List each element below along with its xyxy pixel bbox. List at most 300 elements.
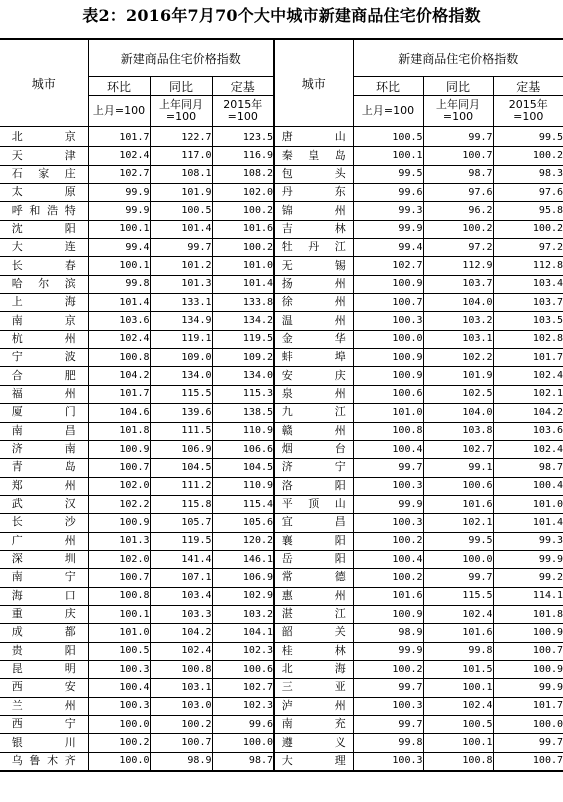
city-name: 武汉: [11, 497, 76, 511]
table-row: [0, 275, 563, 293]
yoy-header-left: 同比: [150, 77, 212, 96]
table-row: [0, 477, 563, 495]
mom-header-right: 环比: [353, 77, 423, 96]
city-name: 唐山: [281, 130, 346, 144]
mom-value-left: 99.8: [88, 275, 150, 293]
city-cell-right: [274, 330, 353, 348]
city-name: 宁波: [11, 350, 76, 364]
table-row: [0, 716, 563, 734]
mom-value-right: 99.7: [353, 679, 423, 697]
yoy-value-right: 101.5: [423, 660, 493, 678]
city-cell-right: [274, 184, 353, 202]
base-value-right: 99.3: [493, 532, 563, 550]
yoy-value-right: 100.1: [423, 679, 493, 697]
city-name: 上海: [11, 295, 76, 309]
mom-value-left: 100.4: [88, 679, 150, 697]
base-value-right: 100.0: [493, 716, 563, 734]
city-cell-left: [0, 734, 88, 752]
city-cell-right: [274, 550, 353, 568]
city-header-left: 城市: [0, 39, 88, 127]
mom-value-right: 100.3: [353, 514, 423, 532]
mom-value-left: 100.1: [88, 257, 150, 275]
mom-value-left: 100.8: [88, 587, 150, 605]
base-value-right: 99.9: [493, 679, 563, 697]
city-name: 安庆: [281, 368, 346, 382]
mom-value-right: 100.3: [353, 477, 423, 495]
yoy-value-left: 103.3: [150, 605, 212, 623]
yoy-value-right: 103.8: [423, 422, 493, 440]
table-body: [0, 127, 563, 772]
city-name: 西安: [11, 680, 76, 694]
table-row: [0, 624, 563, 642]
city-name: 兰州: [11, 698, 76, 712]
yoy-value-left: 119.5: [150, 532, 212, 550]
base-value-right: 99.9: [493, 550, 563, 568]
yoy-value-right: 103.2: [423, 312, 493, 330]
city-cell-right: [274, 587, 353, 605]
city-name: 平顶山: [281, 497, 346, 511]
yoy-value-right: 100.1: [423, 734, 493, 752]
city-name: 广州: [11, 533, 76, 547]
city-name: 贵阳: [11, 643, 76, 657]
mom-value-right: 99.9: [353, 495, 423, 513]
table-row: [0, 404, 563, 422]
yoy-value-left: 107.1: [150, 569, 212, 587]
base-value-left: 110.9: [212, 477, 274, 495]
base-value-right: 100.9: [493, 624, 563, 642]
mom-value-right: 100.0: [353, 330, 423, 348]
mom-value-right: 100.7: [353, 294, 423, 312]
city-cell-left: [0, 459, 88, 477]
base-value-left: 101.4: [212, 275, 274, 293]
base-value-right: 104.2: [493, 404, 563, 422]
city-name: 成都: [11, 625, 76, 639]
city-cell-left: [0, 697, 88, 715]
table-row: [0, 532, 563, 550]
city-name: 丹东: [281, 185, 346, 199]
city-cell-left: [0, 330, 88, 348]
city-name: 宜昌: [281, 515, 346, 529]
yoy-value-left: 102.4: [150, 642, 212, 660]
yoy-value-right: 104.0: [423, 294, 493, 312]
table-row: [0, 679, 563, 697]
mom-value-right: 99.3: [353, 202, 423, 220]
city-cell-right: [274, 477, 353, 495]
yoy-value-left: 104.5: [150, 459, 212, 477]
city-cell-right: [274, 495, 353, 513]
yoy-value-left: 100.2: [150, 716, 212, 734]
mom-value-left: 100.5: [88, 642, 150, 660]
city-cell-right: [274, 459, 353, 477]
city-cell-right: [274, 716, 353, 734]
city-cell-right: [274, 514, 353, 532]
mom-value-left: 102.7: [88, 165, 150, 183]
city-cell-left: [0, 294, 88, 312]
yoy-value-right: 99.7: [423, 569, 493, 587]
yoy-value-right: 99.7: [423, 127, 493, 147]
base-base-right-text: 2015年=100: [508, 98, 548, 123]
yoy-value-right: 102.4: [423, 697, 493, 715]
table-row: [0, 312, 563, 330]
base-value-left: 123.5: [212, 127, 274, 147]
yoy-value-left: 101.4: [150, 220, 212, 238]
city-name: 石家庄: [11, 166, 76, 180]
city-cell-right: [274, 294, 353, 312]
mom-value-right: 100.3: [353, 697, 423, 715]
base-value-right: 102.4: [493, 440, 563, 458]
base-value-right: 112.8: [493, 257, 563, 275]
yoy-value-left: 122.7: [150, 127, 212, 147]
base-value-left: 102.0: [212, 184, 274, 202]
mom-value-right: 100.2: [353, 569, 423, 587]
yoy-base-left-text: 上年同月=100: [159, 98, 203, 123]
base-base-left: [212, 96, 274, 127]
city-cell-right: [274, 202, 353, 220]
city-cell-left: [0, 569, 88, 587]
mom-value-left: 101.3: [88, 532, 150, 550]
yoy-value-right: 97.2: [423, 239, 493, 257]
base-value-left: 104.1: [212, 624, 274, 642]
table-row: [0, 459, 563, 477]
city-cell-right: [274, 532, 353, 550]
price-index-table: [0, 38, 563, 772]
mom-value-left: 104.2: [88, 367, 150, 385]
city-cell-right: [274, 275, 353, 293]
city-cell-left: [0, 422, 88, 440]
mom-value-right: 100.9: [353, 367, 423, 385]
city-name: 青岛: [11, 460, 76, 474]
city-name: 无锡: [281, 258, 346, 272]
mom-value-right: 98.9: [353, 624, 423, 642]
mom-value-left: 100.1: [88, 605, 150, 623]
table-row: [0, 330, 563, 348]
table-row: [0, 642, 563, 660]
city-name: 扬州: [281, 276, 346, 290]
base-value-right: 97.6: [493, 184, 563, 202]
city-name: 南昌: [11, 423, 76, 437]
page-title: 表2：2016年7月70个大中城市新建商品住宅价格指数: [82, 6, 481, 25]
city-cell-left: [0, 660, 88, 678]
city-name: 天津: [11, 148, 76, 162]
base-value-right: 100.7: [493, 752, 563, 771]
yoy-value-left: 103.4: [150, 587, 212, 605]
yoy-base-right: [423, 96, 493, 127]
city-name: 济南: [11, 442, 76, 456]
city-cell-left: [0, 404, 88, 422]
yoy-value-right: 100.0: [423, 550, 493, 568]
city-name: 包头: [281, 166, 346, 180]
yoy-value-left: 133.1: [150, 294, 212, 312]
mom-base-left: 上月=100: [88, 96, 150, 127]
city-cell-left: [0, 514, 88, 532]
mom-value-right: 99.7: [353, 459, 423, 477]
mom-value-right: 100.3: [353, 312, 423, 330]
mom-value-right: 100.9: [353, 605, 423, 623]
city-name: 北海: [281, 662, 346, 676]
city-cell-left: [0, 147, 88, 165]
yoy-value-right: 99.5: [423, 532, 493, 550]
mom-value-right: 99.9: [353, 220, 423, 238]
base-value-left: 110.9: [212, 422, 274, 440]
city-name: 合肥: [11, 368, 76, 382]
yoy-value-left: 134.0: [150, 367, 212, 385]
base-value-left: 102.7: [212, 679, 274, 697]
table-row: [0, 127, 563, 147]
yoy-value-right: 99.1: [423, 459, 493, 477]
yoy-value-left: 103.1: [150, 679, 212, 697]
table-row: [0, 514, 563, 532]
mom-value-left: 99.9: [88, 184, 150, 202]
city-name: 秦皇岛: [281, 148, 346, 162]
table-row: [0, 220, 563, 238]
yoy-value-left: 115.8: [150, 495, 212, 513]
city-name: 襄阳: [281, 533, 346, 547]
city-name: 长春: [11, 258, 76, 272]
city-cell-right: [274, 385, 353, 403]
table-row: [0, 367, 563, 385]
city-name: 哈尔滨: [11, 276, 76, 290]
mom-value-right: 100.4: [353, 550, 423, 568]
yoy-value-right: 100.5: [423, 716, 493, 734]
city-header-right: 城市: [274, 39, 353, 127]
yoy-value-left: 101.2: [150, 257, 212, 275]
city-name: 九江: [281, 405, 346, 419]
base-value-right: 101.7: [493, 697, 563, 715]
city-cell-left: [0, 202, 88, 220]
city-cell-right: [274, 660, 353, 678]
mom-header-left: 环比: [88, 77, 150, 96]
city-name: 惠州: [281, 588, 346, 602]
index-group-header-left: 新建商品住宅价格指数: [88, 39, 274, 77]
base-value-right: 101.8: [493, 605, 563, 623]
yoy-value-left: 109.0: [150, 349, 212, 367]
city-name: 泸州: [281, 698, 346, 712]
city-name: 昆明: [11, 662, 76, 676]
city-name: 深圳: [11, 552, 76, 566]
base-value-right: 100.2: [493, 147, 563, 165]
city-name: 福州: [11, 386, 76, 400]
yoy-value-left: 111.5: [150, 422, 212, 440]
table-row: [0, 184, 563, 202]
city-cell-right: [274, 569, 353, 587]
city-name: 桂林: [281, 643, 346, 657]
yoy-value-left: 100.8: [150, 660, 212, 678]
city-name: 大理: [281, 753, 346, 767]
base-value-left: 108.2: [212, 165, 274, 183]
city-cell-left: [0, 385, 88, 403]
base-value-right: 100.9: [493, 660, 563, 678]
mom-value-left: 100.7: [88, 569, 150, 587]
city-name: 牡丹江: [281, 240, 346, 254]
base-value-left: 98.7: [212, 752, 274, 771]
yoy-value-left: 117.0: [150, 147, 212, 165]
city-name: 泉州: [281, 386, 346, 400]
mom-value-right: 100.8: [353, 422, 423, 440]
city-cell-left: [0, 127, 88, 147]
mom-value-right: 100.6: [353, 385, 423, 403]
base-value-left: 102.3: [212, 642, 274, 660]
mom-value-right: 99.6: [353, 184, 423, 202]
yoy-value-right: 115.5: [423, 587, 493, 605]
mom-value-right: 100.3: [353, 752, 423, 771]
table-row: [0, 239, 563, 257]
city-cell-left: [0, 495, 88, 513]
yoy-value-left: 100.5: [150, 202, 212, 220]
base-value-right: 101.0: [493, 495, 563, 513]
city-name: 南宁: [11, 570, 76, 584]
base-value-right: 100.7: [493, 642, 563, 660]
city-name: 徐州: [281, 295, 346, 309]
yoy-value-right: 96.2: [423, 202, 493, 220]
mom-value-right: 100.9: [353, 275, 423, 293]
city-name: 南京: [11, 313, 76, 327]
base-value-left: 104.5: [212, 459, 274, 477]
city-cell-right: [274, 734, 353, 752]
city-name: 温州: [281, 313, 346, 327]
table-row: [0, 165, 563, 183]
mom-value-right: 100.5: [353, 127, 423, 147]
base-value-left: 146.1: [212, 550, 274, 568]
base-value-right: 99.7: [493, 734, 563, 752]
base-value-right: 98.7: [493, 459, 563, 477]
city-name: 金华: [281, 331, 346, 345]
city-cell-left: [0, 642, 88, 660]
mom-value-left: 100.3: [88, 697, 150, 715]
yoy-value-left: 104.2: [150, 624, 212, 642]
base-value-right: 102.1: [493, 385, 563, 403]
mom-value-left: 102.4: [88, 330, 150, 348]
city-name: 银川: [11, 735, 76, 749]
base-value-left: 100.0: [212, 734, 274, 752]
base-value-left: 138.5: [212, 404, 274, 422]
yoy-value-left: 101.3: [150, 275, 212, 293]
base-value-left: 106.6: [212, 440, 274, 458]
table-row: [0, 495, 563, 513]
mom-value-right: 99.7: [353, 716, 423, 734]
base-value-left: 116.9: [212, 147, 274, 165]
city-name: 韶关: [281, 625, 346, 639]
base-value-right: 95.8: [493, 202, 563, 220]
base-value-left: 119.5: [212, 330, 274, 348]
yoy-value-right: 102.5: [423, 385, 493, 403]
base-value-left: 134.0: [212, 367, 274, 385]
city-name: 重庆: [11, 607, 76, 621]
base-value-right: 100.2: [493, 220, 563, 238]
base-value-right: 103.6: [493, 422, 563, 440]
base-value-left: 100.2: [212, 202, 274, 220]
city-cell-right: [274, 257, 353, 275]
yoy-value-left: 108.1: [150, 165, 212, 183]
base-value-left: 101.6: [212, 220, 274, 238]
base-value-left: 105.6: [212, 514, 274, 532]
mom-value-left: 100.3: [88, 660, 150, 678]
mom-value-left: 100.9: [88, 440, 150, 458]
mom-value-left: 100.9: [88, 514, 150, 532]
city-name: 蚌埠: [281, 350, 346, 364]
city-name: 洛阳: [281, 478, 346, 492]
mom-value-right: 100.4: [353, 440, 423, 458]
yoy-header-right: 同比: [423, 77, 493, 96]
city-cell-left: [0, 679, 88, 697]
base-value-right: 101.7: [493, 349, 563, 367]
mom-value-left: 102.0: [88, 550, 150, 568]
mom-value-right: 100.9: [353, 349, 423, 367]
yoy-value-left: 134.9: [150, 312, 212, 330]
yoy-value-right: 104.0: [423, 404, 493, 422]
city-name: 湛江: [281, 607, 346, 621]
city-cell-left: [0, 477, 88, 495]
city-cell-left: [0, 532, 88, 550]
mom-value-right: 100.2: [353, 660, 423, 678]
city-cell-left: [0, 349, 88, 367]
base-value-left: 103.2: [212, 605, 274, 623]
city-cell-left: [0, 550, 88, 568]
yoy-value-left: 111.2: [150, 477, 212, 495]
table-row: [0, 294, 563, 312]
base-value-left: 102.3: [212, 697, 274, 715]
index-group-header-right: 新建商品住宅价格指数: [353, 39, 563, 77]
mom-value-left: 101.4: [88, 294, 150, 312]
city-cell-left: [0, 257, 88, 275]
mom-value-left: 100.1: [88, 220, 150, 238]
city-cell-right: [274, 220, 353, 238]
yoy-value-left: 98.9: [150, 752, 212, 771]
yoy-value-left: 119.1: [150, 330, 212, 348]
city-name: 呼和浩特: [11, 203, 76, 217]
yoy-base-right-text: 上年同月=100: [436, 98, 481, 123]
city-cell-left: [0, 312, 88, 330]
city-name: 锦州: [281, 203, 346, 217]
city-name: 海口: [11, 588, 76, 602]
mom-value-right: 101.6: [353, 587, 423, 605]
mom-value-left: 100.0: [88, 716, 150, 734]
city-name: 岳阳: [281, 552, 346, 566]
yoy-value-left: 103.0: [150, 697, 212, 715]
city-cell-left: [0, 367, 88, 385]
mom-value-right: 101.0: [353, 404, 423, 422]
mom-value-right: 99.8: [353, 734, 423, 752]
table-row: [0, 697, 563, 715]
base-value-left: 120.2: [212, 532, 274, 550]
mom-value-left: 101.7: [88, 127, 150, 147]
yoy-value-left: 101.9: [150, 184, 212, 202]
table-row: [0, 605, 563, 623]
city-name: 遵义: [281, 735, 346, 749]
mom-value-left: 104.6: [88, 404, 150, 422]
mom-value-left: 102.0: [88, 477, 150, 495]
base-value-right: 103.5: [493, 312, 563, 330]
yoy-value-right: 102.7: [423, 440, 493, 458]
yoy-value-right: 101.9: [423, 367, 493, 385]
base-value-left: 99.6: [212, 716, 274, 734]
mom-value-left: 100.0: [88, 752, 150, 771]
base-value-right: 102.4: [493, 367, 563, 385]
base-base-left-text: 2015年=100: [223, 98, 263, 123]
city-cell-left: [0, 220, 88, 238]
base-value-left: 100.2: [212, 239, 274, 257]
mom-value-right: 100.2: [353, 532, 423, 550]
city-name: 大连: [11, 240, 76, 254]
city-cell-right: [274, 349, 353, 367]
city-name: 西宁: [11, 717, 76, 731]
city-name: 郑州: [11, 478, 76, 492]
city-name: 济宁: [281, 460, 346, 474]
base-header-right: 定基: [493, 77, 563, 96]
mom-value-left: 101.0: [88, 624, 150, 642]
mom-value-right: 102.7: [353, 257, 423, 275]
mom-value-right: 99.4: [353, 239, 423, 257]
city-name: 太原: [11, 185, 76, 199]
